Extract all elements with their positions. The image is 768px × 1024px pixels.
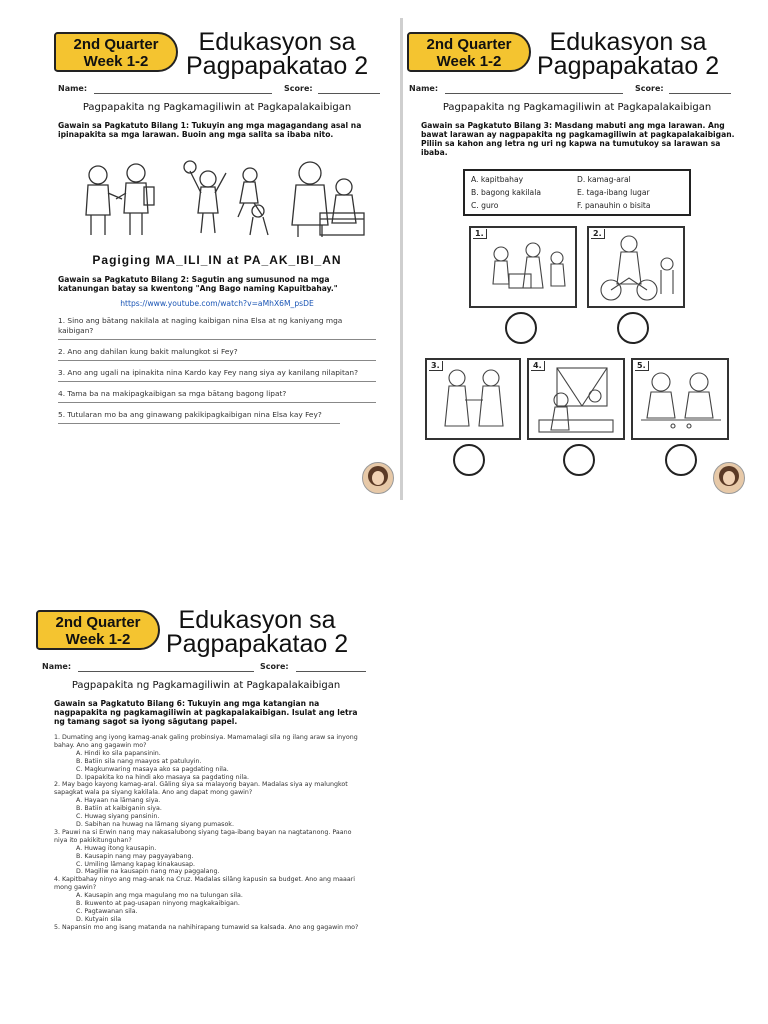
mcq-option[interactable]: A. Kausapin ang mga magulang mo na tulungan sila.	[76, 892, 243, 900]
subject-title: Edukasyon sa Pagpapakatao 2	[186, 28, 369, 80]
mcq-option[interactable]: C. Pagtawanan sila.	[76, 907, 138, 915]
mcq-option[interactable]: D. Sabihan na huwag na lāmang siyang pumasok.	[76, 820, 234, 828]
teacher-avatar	[362, 462, 394, 494]
mcq-option[interactable]: C. Umiling lāmang kapag kinakausap.	[76, 860, 195, 868]
name-score-row	[34, 80, 400, 96]
task-2-instruction: Gawain sa Pagkatuto Bilang 2: Sagutin ang sumusunod na mga katanungan batay sa kwentong "Ang Bago naming Kapuitbahay."	[58, 275, 338, 293]
picture-number: 3.	[429, 361, 443, 371]
mcq-option[interactable]: A. Huwag itong kausapin.	[76, 844, 157, 852]
score-line	[669, 93, 731, 94]
name-label: Name:	[42, 662, 72, 671]
worksheet-header	[34, 596, 378, 658]
task-1-instruction: Gawain sa Pagkatuto Bilang 1: Tukuyin ang mga magagandang asal na ipinapakita sa mga larawan. Buoin ang mga salita sa ibaba nito.	[58, 121, 362, 139]
illustration-children-friends	[58, 153, 376, 243]
option-c: C. guro	[471, 201, 499, 210]
picture-1-drawing	[471, 228, 575, 306]
picture-set	[403, 226, 751, 476]
name-score-row	[34, 658, 378, 674]
picture-number: 5.	[635, 361, 649, 371]
option-e: E. taga-ibang lugar	[577, 188, 650, 197]
subject-title: Edukasyon sa Pagpapakatao 2	[537, 28, 720, 80]
picture-4	[527, 358, 625, 440]
mcq-item: 4. Kapitbahay ninyo ang mag-anak na Cruz. Madalas silāng kapusin sa budget. Ano ang maaari mong gawin? A. Kausapin ang mga magulang mo na tulungan sila. B. Ikuwento at pag-usapan ninyong magkakaibigan. C. Pagtawanan sila. D. Kutyain sila	[54, 876, 364, 923]
subject-title: Edukasyon sa Pagpapakatao 2	[166, 606, 349, 658]
mcq-option[interactable]: C. Huwag siyang pansinin.	[76, 813, 160, 821]
name-line	[78, 671, 254, 672]
worksheet-1	[34, 18, 400, 500]
score-label: Score:	[260, 662, 289, 671]
worksheet-header	[34, 18, 400, 80]
answer-line-2[interactable]	[58, 357, 376, 361]
picture-number: 1.	[473, 229, 487, 239]
name-line	[445, 93, 623, 94]
mcq-option[interactable]: D. Magiliw na kausapin nang may paggalang.	[76, 868, 220, 876]
quarter-badge: 2nd Quarter Week 1-2	[407, 32, 531, 72]
teacher-avatar	[713, 462, 745, 494]
score-label: Score:	[284, 84, 313, 93]
name-line	[94, 93, 272, 94]
worksheet-3	[34, 596, 378, 1024]
option-a: A. kapitbahay	[471, 175, 524, 184]
mcq-option[interactable]: C. Magkunwaring masaya ako sa pagdating nila.	[76, 765, 229, 773]
mcq-item: 1. Dumating ang iyong kamag-anak galing probinsiya. Mamamalagi sila ng ilang araw sa inyong bahay. Ano ang gagawin mo? A. Hindi ko sila papansinin. B. Batiin sila nang maayos at patuluyin. C. Magkunwaring masaya ako sa pagdating nila. D. Ipapakita ko na hindi ako masaya sa pagdating nila.	[54, 734, 364, 781]
name-label: Name:	[409, 84, 439, 93]
answer-circle-3[interactable]	[453, 444, 485, 476]
mcq-item: 2. May bago kayong kamag-aral. Gāling siya sa malayong bayan. Madalas siya ay malungkot sapagkat wala pa siyang kakilala. Ano ang dapat mong gawin? A. Hayaan na lāmang siya. B. Batiin at kaibiganin siya. C. Huwag siyang pansinin. D. Sabihan na huwag na lāmang siyang pumasok.	[54, 781, 364, 828]
mcq-option[interactable]: B. Kausapin nang may pagyayabang.	[76, 852, 194, 860]
picture-5	[631, 358, 729, 440]
answer-circle-1[interactable]	[505, 312, 537, 344]
picture-3-drawing	[427, 360, 519, 438]
mcq-option[interactable]: B. Batiin at kaibiganin siya.	[76, 805, 162, 813]
name-score-row	[403, 80, 751, 96]
task-6-instruction: Gawain sa Pagkatuto Bilang 6: Tukuyin ang mga katangian na nagpapakita ng pagkamagiliwin at pagkapalakaibigan. Isulat ang letra ng tamang sagot sa iyong sāgutang papel.	[54, 699, 358, 726]
question-2: 2. Ano ang dahilan kung bakit malungkot si Fey?	[58, 347, 238, 356]
children-illustration	[58, 153, 376, 243]
name-label: Name:	[58, 84, 88, 93]
picture-number: 2.	[591, 229, 605, 239]
picture-2	[587, 226, 685, 308]
mcq-item: 3. Pauwi na si Erwin nang may nakasalubong siyang taga-ibang bayan na nagtatanong. Paano niya ito pakikitunguhan? A. Huwag itong kausapin. B. Kausapin nang may pagyayabang. C. Umiling lāmang kapag kinakausap. D. Magiliw na kausapin nang may paggalang.	[54, 829, 364, 876]
mcq-option[interactable]: A. Hayaan na lāmang siya.	[76, 797, 161, 805]
mcq-option[interactable]: D. Ipapakita ko na hindi ako masaya sa pagdating nila.	[76, 773, 250, 781]
worksheet-header	[403, 18, 751, 80]
answer-circle-2[interactable]	[617, 312, 649, 344]
answer-line-3[interactable]	[58, 378, 376, 382]
answer-circle-4[interactable]	[563, 444, 595, 476]
picture-5-drawing	[633, 360, 727, 438]
mcq-option[interactable]: B. Batiin sila nang maayos at patuluyin.	[76, 757, 202, 765]
mcq-item: 5. Napansin mo ang isang matanda na nahihirapang tumawid sa kalsada. Ano ang gagawin mo?	[54, 923, 359, 931]
mcq-option[interactable]: D. Kutyain sila	[76, 915, 122, 923]
answer-options-box	[463, 169, 691, 216]
question-5: 5. Tutularan mo ba ang ginawang pakikipagkaibigan nina Elsa kay Fey?	[58, 410, 322, 419]
picture-3	[425, 358, 521, 440]
answer-line-5[interactable]	[58, 420, 340, 424]
option-b: B. bagong kakilala	[471, 188, 541, 197]
multiple-choice-list	[34, 734, 378, 932]
picture-2-drawing	[589, 228, 683, 306]
answer-line-4[interactable]	[58, 399, 376, 403]
picture-1	[469, 226, 577, 308]
score-label: Score:	[635, 84, 664, 93]
quarter-badge: 2nd Quarter Week 1-2	[54, 32, 178, 72]
answer-line-1[interactable]	[58, 336, 376, 340]
worksheet-2	[400, 18, 751, 500]
question-1: 1. Sino ang bātang nakilala at naging kaibigan nina Elsa at ng kaniyang mga kaibigan?	[58, 316, 343, 335]
picture-number: 4.	[531, 361, 545, 371]
story-video-link[interactable]: https://www.youtube.com/watch?v=aMhX6M_psDE	[120, 299, 314, 308]
answer-circle-5[interactable]	[665, 444, 697, 476]
quarter-badge: 2nd Quarter Week 1-2	[36, 610, 160, 650]
mcq-option[interactable]: B. Ikuwento at pag-usapan ninyong magkakaibigan.	[76, 900, 240, 908]
mcq-option[interactable]: A. Hindi ko sila papansinin.	[76, 749, 161, 757]
lesson-subtitle: Pagpapakita ng Pagkamagiliwin at Pagkapalakaibigan	[71, 680, 341, 691]
score-line	[296, 671, 366, 672]
score-line	[318, 93, 380, 94]
task-3-instruction: Gawain sa Pagkatuto Bilang 3: Masdang mabuti ang mga larawan. Ang bawat larawan ay nagpapakita ng pagkamagiliwin at pagkapalakaibigan. Piliin sa kahon ang letra ng uri ng kapwa na tumutukoy sa larawan sa ibaba.	[421, 121, 735, 157]
option-f: F. panauhin o bisita	[577, 201, 651, 210]
option-d: D. kamag-aral	[577, 175, 631, 184]
question-4: 4. Tama ba na makipagkaibigan sa mga bātang bagong lipat?	[58, 389, 287, 398]
picture-4-drawing	[529, 360, 623, 438]
lesson-subtitle: Pagpapakita ng Pagkamagiliwin at Pagkapalakaibigan	[442, 102, 712, 113]
question-3: 3. Ano ang ugali na ipinakita nina Kardo kay Fey nang siya ay kanilang nilapitan?	[58, 368, 359, 377]
lesson-subtitle: Pagpapakita ng Pagkamagiliwin at Pagkapalakaibigan	[82, 102, 352, 113]
word-puzzle: Pagiging MA_ILI_IN at PA_AK_IBI_AN	[92, 253, 342, 267]
